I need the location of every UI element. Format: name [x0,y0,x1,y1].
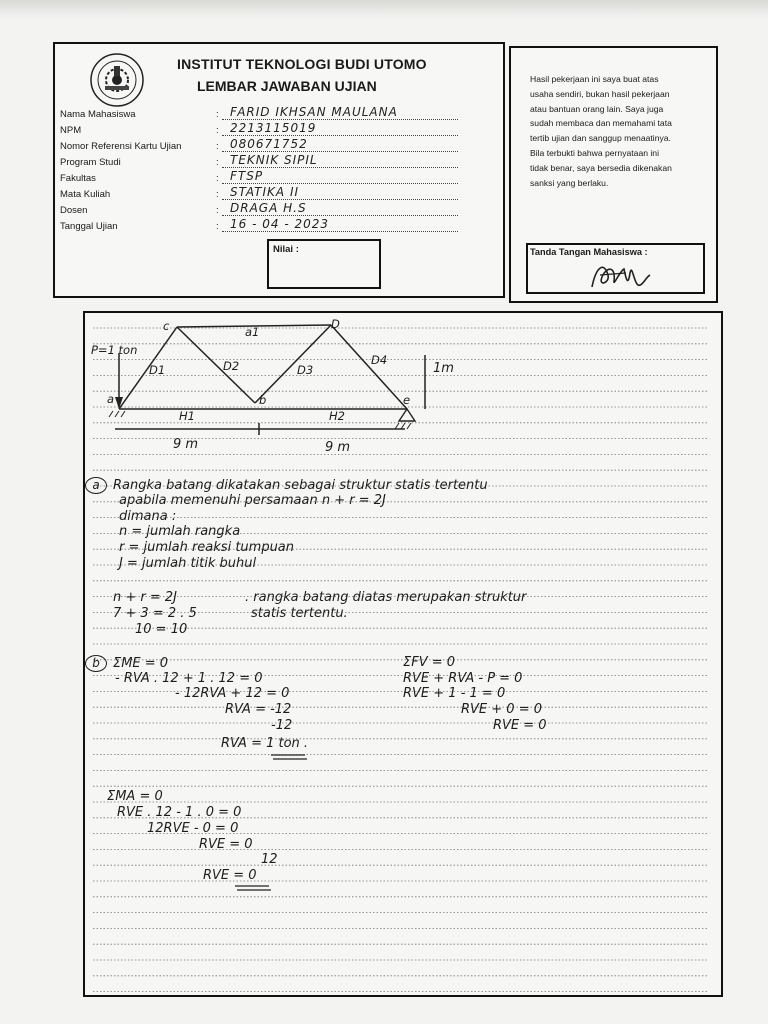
node-d-label: D [331,317,340,331]
field-nomor-referensi: Nomor Referensi Kartu Ujian : 080671752 [60,139,460,155]
institution-name: INSTITUT TEKNOLOGI BUDI UTOMO [177,56,427,72]
part-a-line: r = jumlah reaksi tumpuan [119,540,295,555]
field-label: Mata Kuliah [60,189,111,200]
member-d3-label: D3 [297,363,314,377]
part-b-second-line: RVE . 12 - 1 . 0 = 0 [117,805,242,820]
part-b-left-line: -12 [271,718,293,733]
part-a-calc: 7 + 3 = 2 . 5 [113,606,197,621]
double-underline [235,884,275,892]
field-program-studi: Program Studi : TEKNIK SIPIL [60,155,460,171]
part-a-conclusion: . rangka batang diatas merupakan struktur [245,590,527,605]
field-label: NPM [60,125,82,136]
truss-height-label: 1m [433,361,454,376]
node-c-label: c [163,319,170,333]
field-nama: Nama Mahasiswa : FARID IKHSAN MAULANA [60,107,460,123]
span-left-label: 9 m [173,437,199,452]
part-a-line: dimana : [119,509,177,524]
exam-header [53,42,505,298]
field-value: 080671752 [230,137,308,151]
statement-line: Bila terbukti bahwa pernyataan ini [530,147,659,158]
part-a-line: a Rangka batang dikatakan sebagai struktur statis tertentu [85,477,488,494]
statement-line: tertib ujian dan sanggup menaatinya. [530,133,671,144]
integrity-statement [509,46,718,303]
part-b-left-line: RVA = -12 [225,702,292,717]
statement-line: Hasil pekerjaan ini saya buat atas [530,74,659,84]
part-b-left-line: - RVA . 12 + 1 . 12 = 0 [115,671,263,686]
part-b-second-line: RVE = 0 [203,868,257,883]
field-label: Program Studi [60,157,121,168]
field-tanggal-ujian: Tanggal Ujian : 16 - 04 - 2023 [60,219,460,235]
part-b-second-line: ΣMA = 0 [107,789,163,804]
statement-text [530,72,708,190]
statement-line: sanksi yang berlaku. [530,177,609,188]
score-label: Nilai : [273,244,299,255]
field-fakultas: Fakultas : FTSP [60,171,460,187]
statement-line: atau bantuan orang lain. Saya juga [530,103,664,114]
part-b-left-line: RVA = 1 ton . [221,736,309,751]
field-value: 16 - 04 - 2023 [230,217,329,231]
field-mata-kuliah: Mata Kuliah : STATIKA II [60,187,460,203]
score-box [267,239,381,289]
field-label: Nama Mahasiswa [60,109,136,120]
node-e-label: e [403,393,411,407]
part-a-calc: n + r = 2J [113,590,178,605]
part-b-right-line: RVE = 0 [493,718,547,733]
part-b-second-line: 12RVE - 0 = 0 [147,821,239,836]
statement-line: tidak benar, saya bersedia dikenakan [530,162,672,173]
node-a-label: a [107,392,115,406]
part-a-line: J = jumlah titik buhul [119,556,257,571]
campus-seal-icon [87,52,147,108]
field-value: TEKNIK SIPIL [230,153,318,167]
load-label: P=1 ton [91,343,138,357]
part-b-second-line: RVE = 0 [199,837,253,852]
field-label: Fakultas [60,173,96,184]
field-dosen: Dosen : DRAGA H.S [60,203,460,219]
member-d1-label: D1 [149,363,166,377]
sheet-title: LEMBAR JAWABAN UJIAN [197,78,377,94]
part-a-conclusion: statis tertentu. [251,606,348,621]
field-value: STATIKA II [230,185,300,199]
part-a-line: apabila memenuhi persamaan n + r = 2J [119,493,386,508]
member-d4-label: D4 [371,353,388,367]
field-npm: NPM : 2213115019 [60,123,460,139]
signature-label: Tanda Tangan Mahasiswa : [530,247,648,257]
statement-line: usaha sendiri, bukan hasil pekerjaan [530,88,670,99]
field-value: FARID IKHSAN MAULANA [230,105,398,119]
member-d2-label: D2 [223,359,240,373]
span-right-label: 9 m [325,440,351,455]
double-underline [271,753,311,761]
part-b-right-line: RVE + 1 - 1 = 0 [403,686,506,701]
field-label: Tanggal Ujian [60,221,118,232]
part-b-marker: b [85,655,107,672]
field-value: FTSP [230,169,264,183]
page-shadow [0,0,768,18]
field-value: 2213115019 [230,121,317,135]
part-b-second-line: 12 [261,852,278,867]
member-a1-label: a1 [245,325,260,339]
part-b-line: b ΣME = 0 [85,655,168,672]
signature-box [526,243,705,294]
node-b-label: b [259,393,267,407]
member-h2-label: H2 [329,409,345,423]
answer-sheet [83,311,723,997]
field-label: Dosen [60,205,88,216]
part-b-left-line: - 12RVA + 12 = 0 [175,686,290,701]
field-value: DRAGA H.S [230,201,307,215]
statement-line: sudah membaca dan memahami tata [530,118,672,129]
field-label: Nomor Referensi Kartu Ujian [60,141,182,152]
part-b-right-line: RVE + RVA - P = 0 [403,671,523,686]
member-h1-label: H1 [179,409,195,423]
part-b-right-line: ΣFV = 0 [403,655,456,670]
part-a-marker: a [85,477,107,494]
part-b-right-line: RVE + 0 = 0 [461,702,542,717]
handwritten-signature [586,257,656,293]
part-a-line: n = jumlah rangka [119,524,241,539]
part-a-calc: 10 = 10 [135,622,188,637]
